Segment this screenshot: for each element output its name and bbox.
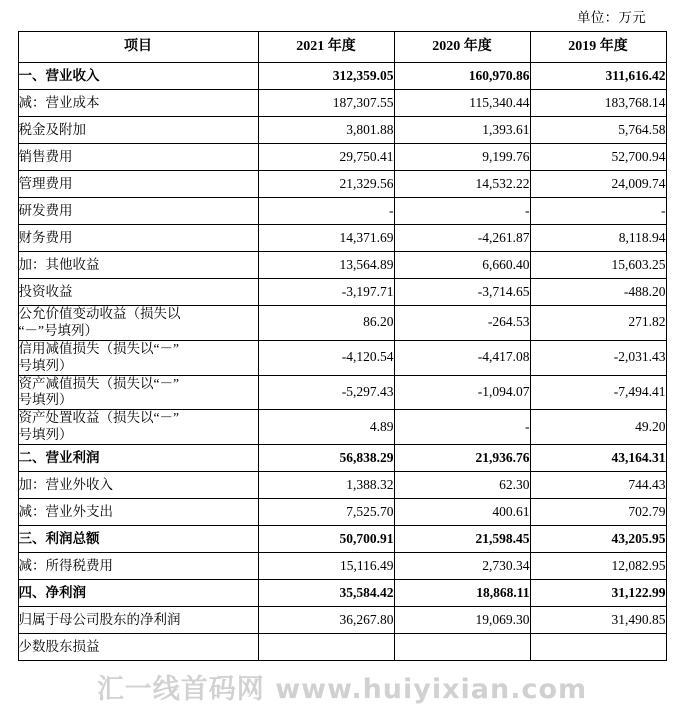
row-label-line1: 信用减值损失（损失以“－”: [18, 340, 179, 356]
row-value-2020: [394, 634, 530, 661]
row-value-2021: -: [258, 198, 394, 225]
table-row: [18, 171, 666, 198]
row-value-2021: 4.89: [258, 410, 394, 445]
row-label: 销售费用: [18, 144, 258, 171]
row-value-2019: 43,164.31: [530, 445, 666, 472]
column-header-2020: 2020 年度: [394, 32, 530, 63]
row-value-2021: 13,564.89: [258, 252, 394, 279]
row-value-2020: 160,970.86: [394, 63, 530, 90]
income-statement-table: [18, 31, 667, 661]
table-row: [18, 225, 666, 252]
row-value-2021: -5,297.43: [258, 375, 394, 410]
table-row: [18, 306, 666, 341]
row-value-2020: -1,094.07: [394, 375, 530, 410]
column-header-2021: 2021 年度: [258, 32, 394, 63]
row-value-2021: 15,116.49: [258, 553, 394, 580]
table-row: [18, 410, 666, 445]
row-value-2020: 115,340.44: [394, 90, 530, 117]
row-value-2019: -488.20: [530, 279, 666, 306]
row-value-2021: 29,750.41: [258, 144, 394, 171]
row-value-2020: 1,393.61: [394, 117, 530, 144]
table-row: [18, 144, 666, 171]
row-value-2020: 62.30: [394, 472, 530, 499]
table-row: [18, 117, 666, 144]
row-label-line2: 号填列）: [18, 392, 73, 408]
table-row: [18, 252, 666, 279]
table-header-row: [18, 32, 666, 63]
row-value-2019: 12,082.95: [530, 553, 666, 580]
row-value-2019: 15,603.25: [530, 252, 666, 279]
table-row: [18, 198, 666, 225]
row-value-2020: 21,598.45: [394, 526, 530, 553]
row-label: 财务费用: [18, 225, 258, 252]
table-row: [18, 607, 666, 634]
row-label: [18, 306, 258, 341]
row-value-2019: 24,009.74: [530, 171, 666, 198]
unit-note: 单位：万元: [577, 10, 646, 25]
row-value-2019: 702.79: [530, 499, 666, 526]
row-value-2019: -2,031.43: [530, 340, 666, 375]
row-label: 归属于母公司股东的净利润: [18, 607, 258, 634]
row-value-2019: 744.43: [530, 472, 666, 499]
row-value-2020: -264.53: [394, 306, 530, 341]
row-label: 四、净利润: [18, 580, 258, 607]
row-value-2020: 14,532.22: [394, 171, 530, 198]
row-value-2019: 183,768.14: [530, 90, 666, 117]
table-row: [18, 279, 666, 306]
row-label: 管理费用: [18, 171, 258, 198]
table-body: [18, 63, 666, 661]
table-row: [18, 526, 666, 553]
row-label: 减：营业成本: [18, 90, 258, 117]
row-value-2021: 312,359.05: [258, 63, 394, 90]
row-value-2021: 7,525.70: [258, 499, 394, 526]
row-value-2021: 56,838.29: [258, 445, 394, 472]
row-value-2019: 8,118.94: [530, 225, 666, 252]
row-value-2020: 18,868.11: [394, 580, 530, 607]
row-value-2019: -7,494.41: [530, 375, 666, 410]
row-value-2019: 52,700.94: [530, 144, 666, 171]
row-value-2021: 36,267.80: [258, 607, 394, 634]
row-value-2021: [258, 634, 394, 661]
table-row: [18, 63, 666, 90]
table-row: [18, 634, 666, 661]
row-label-line1: 公允价值变动收益（损失以: [18, 306, 181, 321]
row-value-2021: 187,307.55: [258, 90, 394, 117]
row-value-2020: -: [394, 410, 530, 445]
row-label-line1: 资产处置收益（损失以“－”: [18, 410, 179, 426]
row-value-2019: [530, 634, 666, 661]
row-value-2019: 31,122.99: [530, 580, 666, 607]
row-value-2020: 19,069.30: [394, 607, 530, 634]
row-value-2021: -4,120.54: [258, 340, 394, 375]
row-value-2021: 86.20: [258, 306, 394, 341]
row-value-2021: 35,584.42: [258, 580, 394, 607]
row-label-line1: 资产减值损失（损失以“－”: [18, 375, 179, 391]
table-row: [18, 499, 666, 526]
row-value-2020: -: [394, 198, 530, 225]
table-row: [18, 90, 666, 117]
row-value-2019: 311,616.42: [530, 63, 666, 90]
row-label: 二、营业利润: [18, 445, 258, 472]
row-value-2021: 3,801.88: [258, 117, 394, 144]
table-row: [18, 445, 666, 472]
row-label: 减：营业外支出: [18, 499, 258, 526]
row-label: 三、利润总额: [18, 526, 258, 553]
row-label: 一、营业收入: [18, 63, 258, 90]
row-value-2020: 400.61: [394, 499, 530, 526]
row-value-2020: -4,261.87: [394, 225, 530, 252]
row-value-2020: 21,936.76: [394, 445, 530, 472]
row-value-2021: 21,329.56: [258, 171, 394, 198]
table-row: [18, 375, 666, 410]
table-row: [18, 553, 666, 580]
row-value-2020: -3,714.65: [394, 279, 530, 306]
row-value-2020: 2,730.34: [394, 553, 530, 580]
table-row: [18, 580, 666, 607]
row-label: 少数股东损益: [18, 634, 258, 661]
row-label: 加：其他收益: [18, 252, 258, 279]
row-label-line2: 号填列）: [18, 427, 73, 443]
row-value-2019: 43,205.95: [530, 526, 666, 553]
row-label: 研发费用: [18, 198, 258, 225]
column-header-item: 项目: [18, 32, 258, 63]
row-label: 减：所得税费用: [18, 553, 258, 580]
row-label: [18, 340, 258, 375]
row-value-2019: 271.82: [530, 306, 666, 341]
row-value-2021: 14,371.69: [258, 225, 394, 252]
table-row: [18, 340, 666, 375]
row-label-line2: 号填列）: [18, 357, 73, 373]
row-label: [18, 410, 258, 445]
row-value-2019: 31,490.85: [530, 607, 666, 634]
row-value-2021: 50,700.91: [258, 526, 394, 553]
row-value-2019: 49.20: [530, 410, 666, 445]
row-label: [18, 375, 258, 410]
row-label: 加：营业外收入: [18, 472, 258, 499]
row-value-2020: 6,660.40: [394, 252, 530, 279]
row-label: 税金及附加: [18, 117, 258, 144]
row-label: 投资收益: [18, 279, 258, 306]
row-value-2021: 1,388.32: [258, 472, 394, 499]
row-value-2020: -4,417.08: [394, 340, 530, 375]
row-value-2019: 5,764.58: [530, 117, 666, 144]
row-label-line2: “－”号填列）: [18, 322, 98, 338]
table-row: [18, 472, 666, 499]
column-header-2019: 2019 年度: [530, 32, 666, 63]
table-header: [18, 32, 666, 63]
row-value-2020: 9,199.76: [394, 144, 530, 171]
row-value-2019: -: [530, 198, 666, 225]
row-value-2021: -3,197.71: [258, 279, 394, 306]
watermark-text: 汇一线首码网 www.huiyixian.com: [96, 674, 588, 705]
